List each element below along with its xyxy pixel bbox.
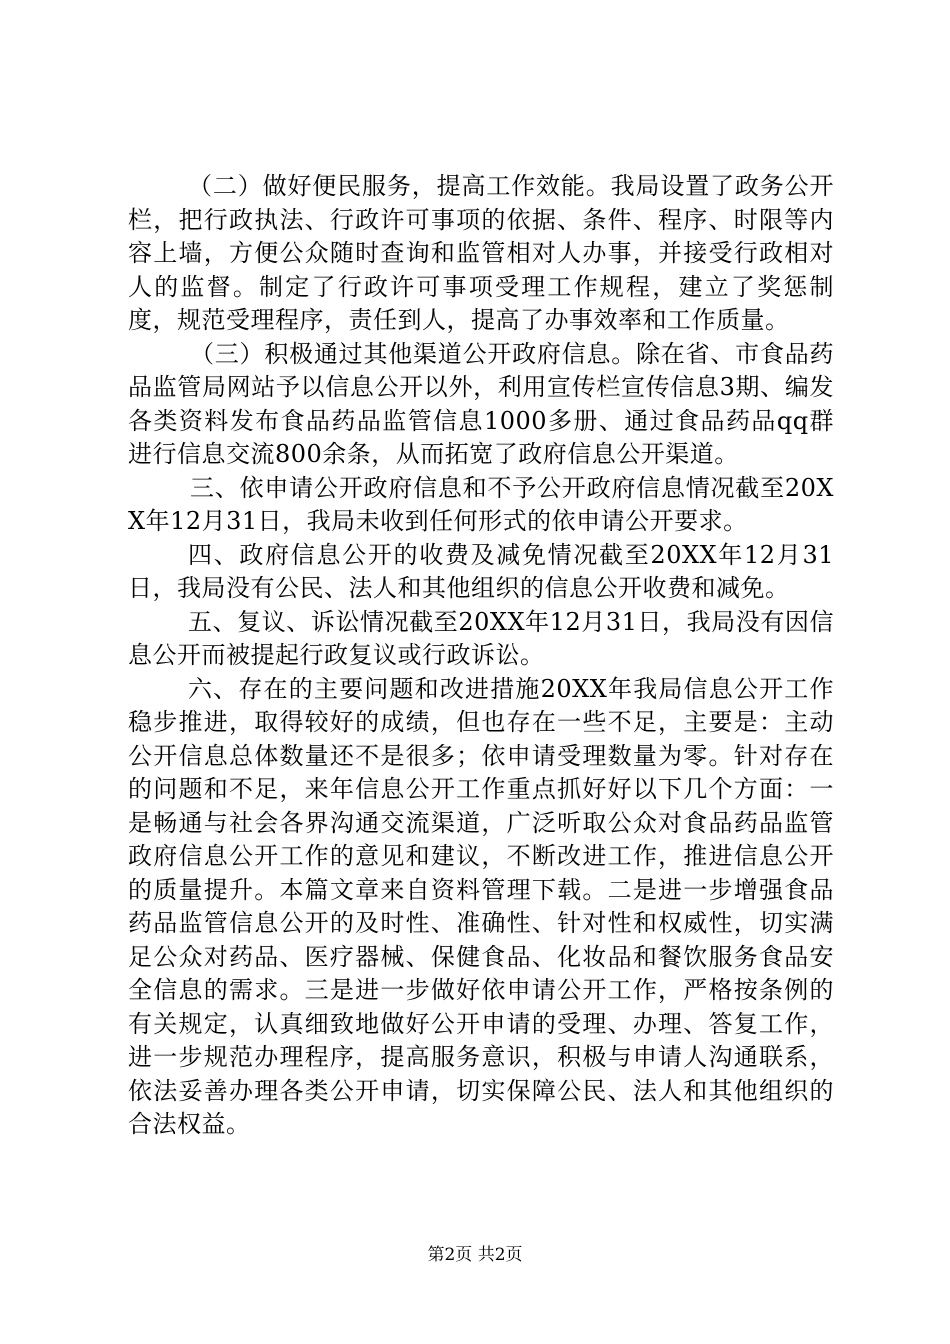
paragraph-request-disclosure: 三、依申请公开政府信息和不予公开政府信息情况截至20XX年12月31日，我局未收到任何形式的依申请公开要求。 [128,473,834,535]
paragraph-other-channels: （三）积极通过其他渠道公开政府信息。除在省、市食品药品监管局网站予以信息公开以外，利用宣传栏宣传信息3期、编发各类资料发布食品药品监管信息1000多册、通过食品药品qq群进行信息交流800余条，从而拓宽了政府信息公开渠道。 [128,339,834,468]
page-footer: 第2页 共2页 [427,1245,523,1265]
paragraph-fees: 四、政府信息公开的收费及减免情况截至20XX年12月31日，我局没有公民、法人和其他组织的信息公开收费和减免。 [128,540,834,602]
document-body [128,170,834,1142]
paragraph-convenience-service: （二）做好便民服务，提高工作效能。我局设置了政务公开栏，把行政执法、行政许可事项的依据、条件、程序、时限等内容上墙，方便公众随时查询和监管相对人办事，并接受行政相对人的监督。制定了行政许可事项受理工作规程，建立了奖惩制度，规范受理程序，责任到人，提高了办事效率和工作质量。 [128,172,834,334]
paragraph-review-litigation: 五、复议、诉讼情况截至20XX年12月31日，我局没有因信息公开而被提起行政复议或行政诉讼。 [128,607,834,669]
paragraph-problems-improvements: 六、存在的主要问题和改进措施20XX年我局信息公开工作稳步推进，取得较好的成绩，但也存在一些不足，主要是：主动公开信息总体数量还不是很多；依申请受理数量为零。针对存在的问题和不足，来年信息公开工作重点抓好好以下几个方面：一是畅通与社会各界沟通交流渠道，广泛听取公众对食品药品监管政府信息公开工作的意见和建议，不断改进工作，推进信息公开的质量提升。本篇文章来自资料管理下载。二是进一步增强食品药品监管信息公开的及时性、准确性、针对性和权威性，切实满足公众对药品、医疗器械、保健食品、化妆品和餐饮服务食品安全信息的需求。三是进一步做好依申请公开工作，严格按条例的有关规定，认真细致地做好公开申请的受理、办理、答复工作，进一步规范办理程序，提高服务意识，积极与申请人沟通联系，依法妥善办理各类公开申请，切实保障公民、法人和其他组织的合法权益。 [128,674,834,1138]
